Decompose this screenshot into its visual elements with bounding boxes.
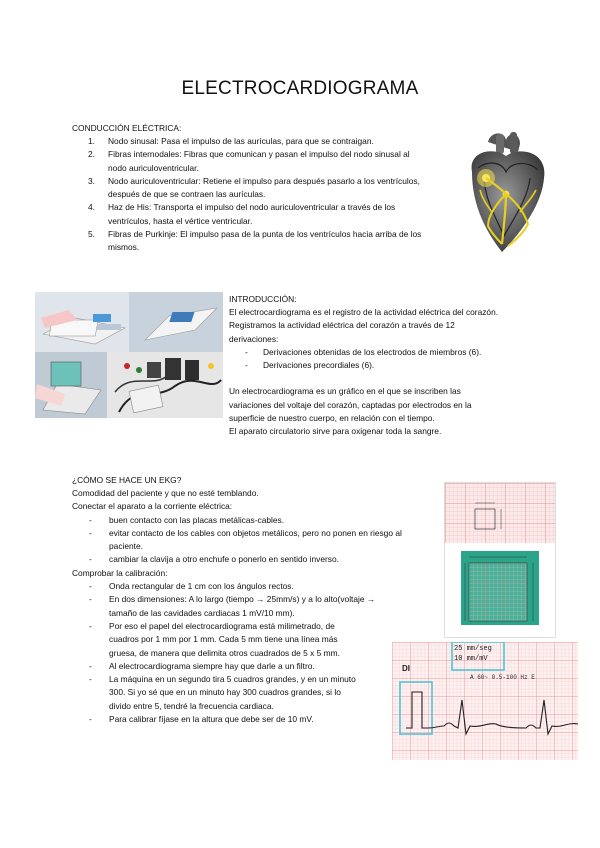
list-number: 2. (88, 149, 95, 160)
introduccion-bullet-list (229, 346, 549, 373)
ecg-machines-photo (35, 292, 223, 418)
list-item-line: divido entre 5, tendré la frecuencia cardiaca. (109, 700, 274, 711)
list-item (229, 359, 549, 372)
list-item (72, 580, 442, 593)
conduccion-item-line: nodo auriculoventricular. (108, 162, 199, 173)
dash-bullet: - (89, 594, 92, 605)
list-number: 3. (88, 175, 95, 186)
list-item-line: gruesa, de manera que delimita otros cuadrados de 5 x 5 mm. (109, 647, 340, 658)
como-line-comodidad: Comodidad del paciente y que no esté temblando. (72, 488, 259, 498)
list-item-line: cambiar la clavija a otro enchufe o ponerlo en sentido inverso. (109, 554, 339, 565)
list-item-line: Para calibrar fíjase en la altura que debe ser de 10 mV. (109, 714, 314, 725)
dash-bullet: - (245, 346, 248, 357)
list-item (72, 527, 442, 554)
conduccion-item-line: después de que se contraen las aurículas. (108, 189, 266, 200)
dash-bullet: - (89, 674, 92, 685)
list-item-line: cuadros por 1 mm por 1 mm. Cada 5 mm tiene una línea más (109, 634, 338, 645)
conduccion-item-line: Fibras de Purkinje: El impulso pasa de la punta de los ventrículos hacia arriba de los (108, 229, 422, 240)
dash-bullet: - (89, 581, 92, 592)
introduccion-heading: INTRODUCCIÓN: (229, 294, 297, 304)
list-item-line: buen contacto con las placas metálicas-cables. (109, 514, 285, 525)
introduccion-line: El electrocardiograma es el registro de la actividad eléctrica del corazón. (229, 307, 499, 317)
conduccion-item-line: mismos. (108, 242, 140, 253)
ecg-calibration-strip (392, 642, 578, 760)
list-item-line: paciente. (109, 541, 143, 552)
introduccion-line: Registramos la actividad eléctrica del corazón a través de 12 (229, 320, 455, 331)
list-item (72, 553, 442, 566)
dash-bullet: - (89, 554, 92, 565)
conduccion-list (72, 135, 462, 255)
ecg-paper-grid-image (444, 482, 556, 638)
ecg-device-label: A 60~ 0.5-100 Hz E (470, 674, 535, 681)
como-heading: ¿CÓMO SE HACE UN EKG? (72, 475, 182, 485)
dash-bullet: - (89, 527, 92, 538)
list-item-line: Por eso el papel del electrocardiograma está milimetrado, de (109, 620, 335, 631)
dash-bullet: - (89, 514, 92, 525)
page-title: ELECTROCARDIOGRAMA (181, 78, 419, 99)
conduccion-item-line: Nodo sinusal: Pasa el impulso de las aurículas, para que se contraigan. (108, 136, 374, 146)
introduccion-paragraph-line: Un electrocardiograma es un gráfico en el que se inscriben las (229, 386, 461, 397)
introduccion-paragraph-line: variaciones del voltaje del corazón, captadas por electrodos en la (229, 399, 472, 410)
conduccion-item-line: Fibras internodales: Fibras que comunican y pasan el impulso del nodo sinusal al (108, 149, 410, 160)
como-section (72, 474, 442, 726)
conduccion-item (72, 228, 462, 255)
list-number: 5. (88, 229, 95, 240)
list-item-text: Derivaciones precordiales (6). (263, 360, 375, 371)
list-item-line: Al electrocardiograma siempre hay que darle a un filtro. (109, 660, 315, 671)
conduccion-item (72, 135, 462, 148)
conduccion-item-line: ventrículos, hasta el vértice ventricular. (108, 215, 253, 226)
calibracion-bullet-list (72, 580, 442, 726)
list-item (72, 620, 442, 660)
introduccion-paragraph-line: El aparato circulatorio sirve para oxigenar toda la sangre. (229, 426, 442, 437)
heart-conduction-image (458, 128, 554, 258)
dash-bullet: - (89, 660, 92, 671)
list-item-line: En dos dimensiones: A lo largo (tiempo → 25mm/s) y a lo alto(voltaje → (109, 594, 376, 605)
ecg-gain-label: 10 mm/mV (454, 655, 488, 663)
como-line-conectar: Conectar el aparato a la corriente eléctrica: (72, 501, 233, 512)
list-item-line: tamaño de las cavidades cardiacas 1 mV/10 mm). (109, 607, 295, 618)
como-line-calibracion: Comprobar la calibración: (72, 567, 168, 578)
list-item (72, 713, 442, 726)
list-item-line: La máquina en un segundo tira 5 cuadros grandes, y en un minuto (109, 674, 356, 685)
list-item (229, 346, 549, 359)
conduccion-section (72, 122, 462, 255)
list-item-text: Derivaciones obtenidas de los electrodos de miembros (6). (263, 346, 482, 357)
list-item (72, 514, 442, 527)
conduccion-item-line: Nodo auriculoventricular: Retiene el impulso para después pasarlo a los ventrículos, (108, 175, 420, 186)
conduccion-item-line: Haz de His: Transporta el impulso del nodo auriculoventricular a través de los (108, 202, 396, 213)
list-item (72, 660, 442, 673)
list-item-line: Onda rectangular de 1 cm con los ángulos rectos. (109, 581, 294, 592)
list-item (72, 593, 442, 620)
dash-bullet: - (89, 620, 92, 631)
ecg-speed-label: 25 mm/seg (454, 645, 492, 653)
dash-bullet: - (89, 714, 92, 725)
conduccion-item (72, 175, 462, 202)
conduccion-item (72, 148, 462, 175)
list-number: 1. (88, 136, 95, 146)
introduccion-section (229, 293, 549, 439)
list-item (72, 673, 442, 713)
dash-bullet: - (245, 360, 248, 371)
conduccion-heading: CONDUCCIÓN ELÉCTRICA: (72, 123, 182, 133)
list-item-line: 300. Si yo sé que en un minuto hay 300 cuadros grandes, si lo (109, 687, 341, 698)
conectar-bullet-list (72, 514, 442, 567)
list-number: 4. (88, 202, 95, 213)
ecg-lead-label: DI (402, 664, 410, 673)
introduccion-line: derivaciones: (229, 333, 279, 344)
list-item-line: evitar contacto de los cables con objetos metálicos, pero no ponen en riesgo al (109, 527, 402, 538)
conduccion-item (72, 201, 462, 228)
introduccion-paragraph-line: superficie de nuestro cuerpo, en relación con el tiempo. (229, 413, 435, 424)
